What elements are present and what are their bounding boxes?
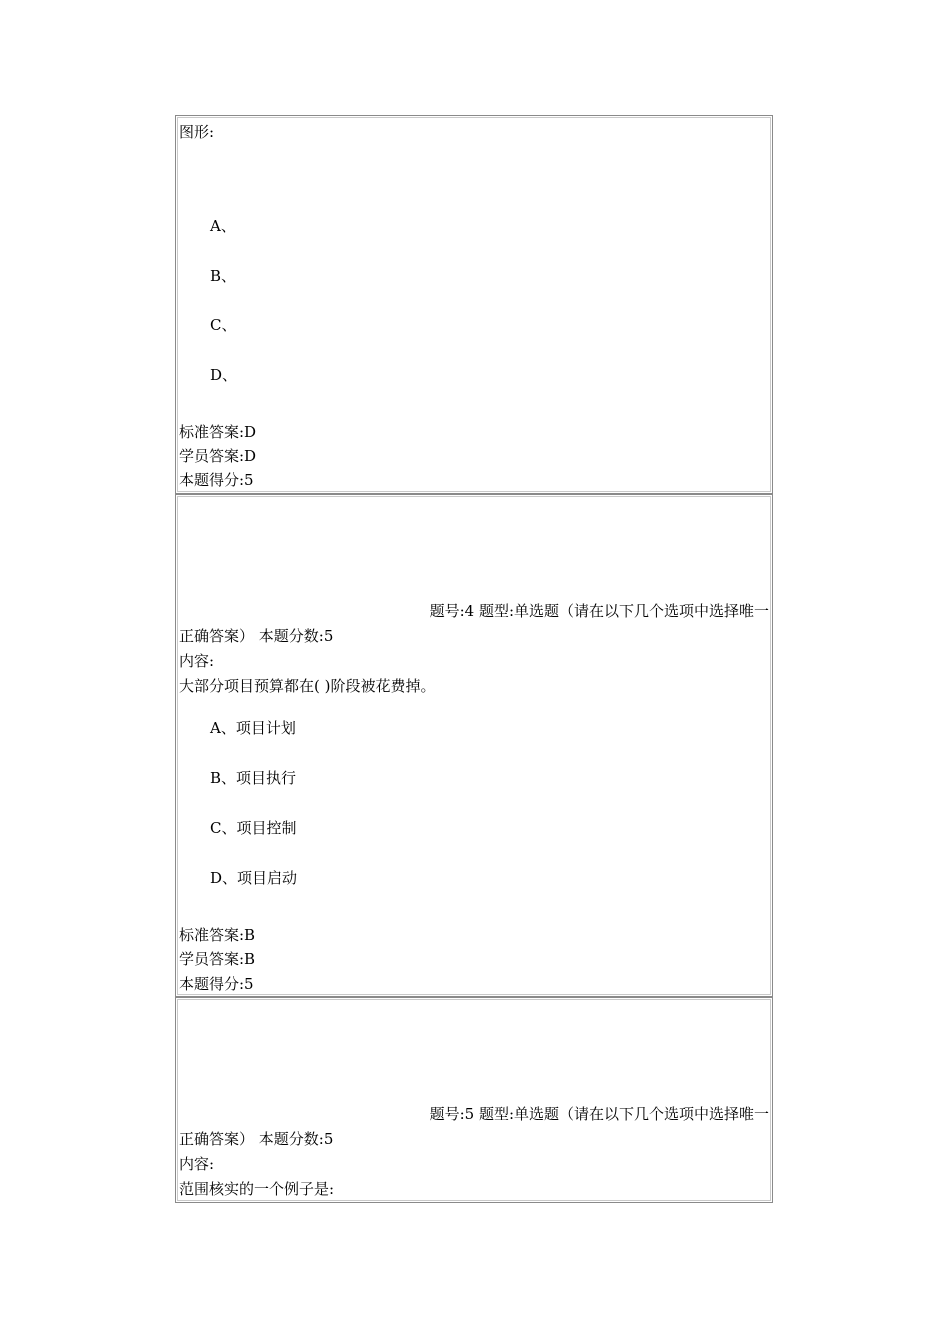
question-header-cont: 正确答案） 本题分数:5 (179, 627, 334, 645)
question-score: 本题得分:5 (179, 975, 254, 993)
option-d: D、项目启动 (210, 869, 298, 887)
student-answer: 学员答案:B (179, 950, 256, 968)
option-d: D、 (210, 366, 238, 384)
question-5-panel (175, 997, 773, 1203)
option-a: A、项目计划 (210, 719, 296, 737)
option-c: C、项目控制 (210, 819, 297, 837)
question-text: 大部分项目预算都在( )阶段被花费掉。 (179, 677, 436, 695)
question-text: 范围核实的一个例子是: (179, 1180, 335, 1198)
question-3-panel (175, 115, 773, 494)
student-answer: 学员答案:D (179, 447, 257, 465)
question-4-panel (175, 494, 773, 997)
content-label: 内容: (179, 1155, 215, 1173)
option-c: C、 (210, 316, 237, 334)
option-b: B、 (210, 267, 237, 285)
question-header: 题号:5 题型:单选题（请在以下几个选项中选择唯一 (429, 1105, 769, 1123)
standard-answer: 标准答案:D (179, 423, 257, 441)
content-label: 内容: (179, 652, 215, 670)
question-header-cont: 正确答案） 本题分数:5 (179, 1130, 334, 1148)
option-b: B、项目执行 (210, 769, 297, 787)
question-header: 题号:4 题型:单选题（请在以下几个选项中选择唯一 (429, 602, 769, 620)
option-a: A、 (210, 217, 236, 235)
question-score: 本题得分:5 (179, 471, 254, 489)
standard-answer: 标准答案:B (179, 926, 256, 944)
figure-label: 图形: (179, 123, 215, 141)
